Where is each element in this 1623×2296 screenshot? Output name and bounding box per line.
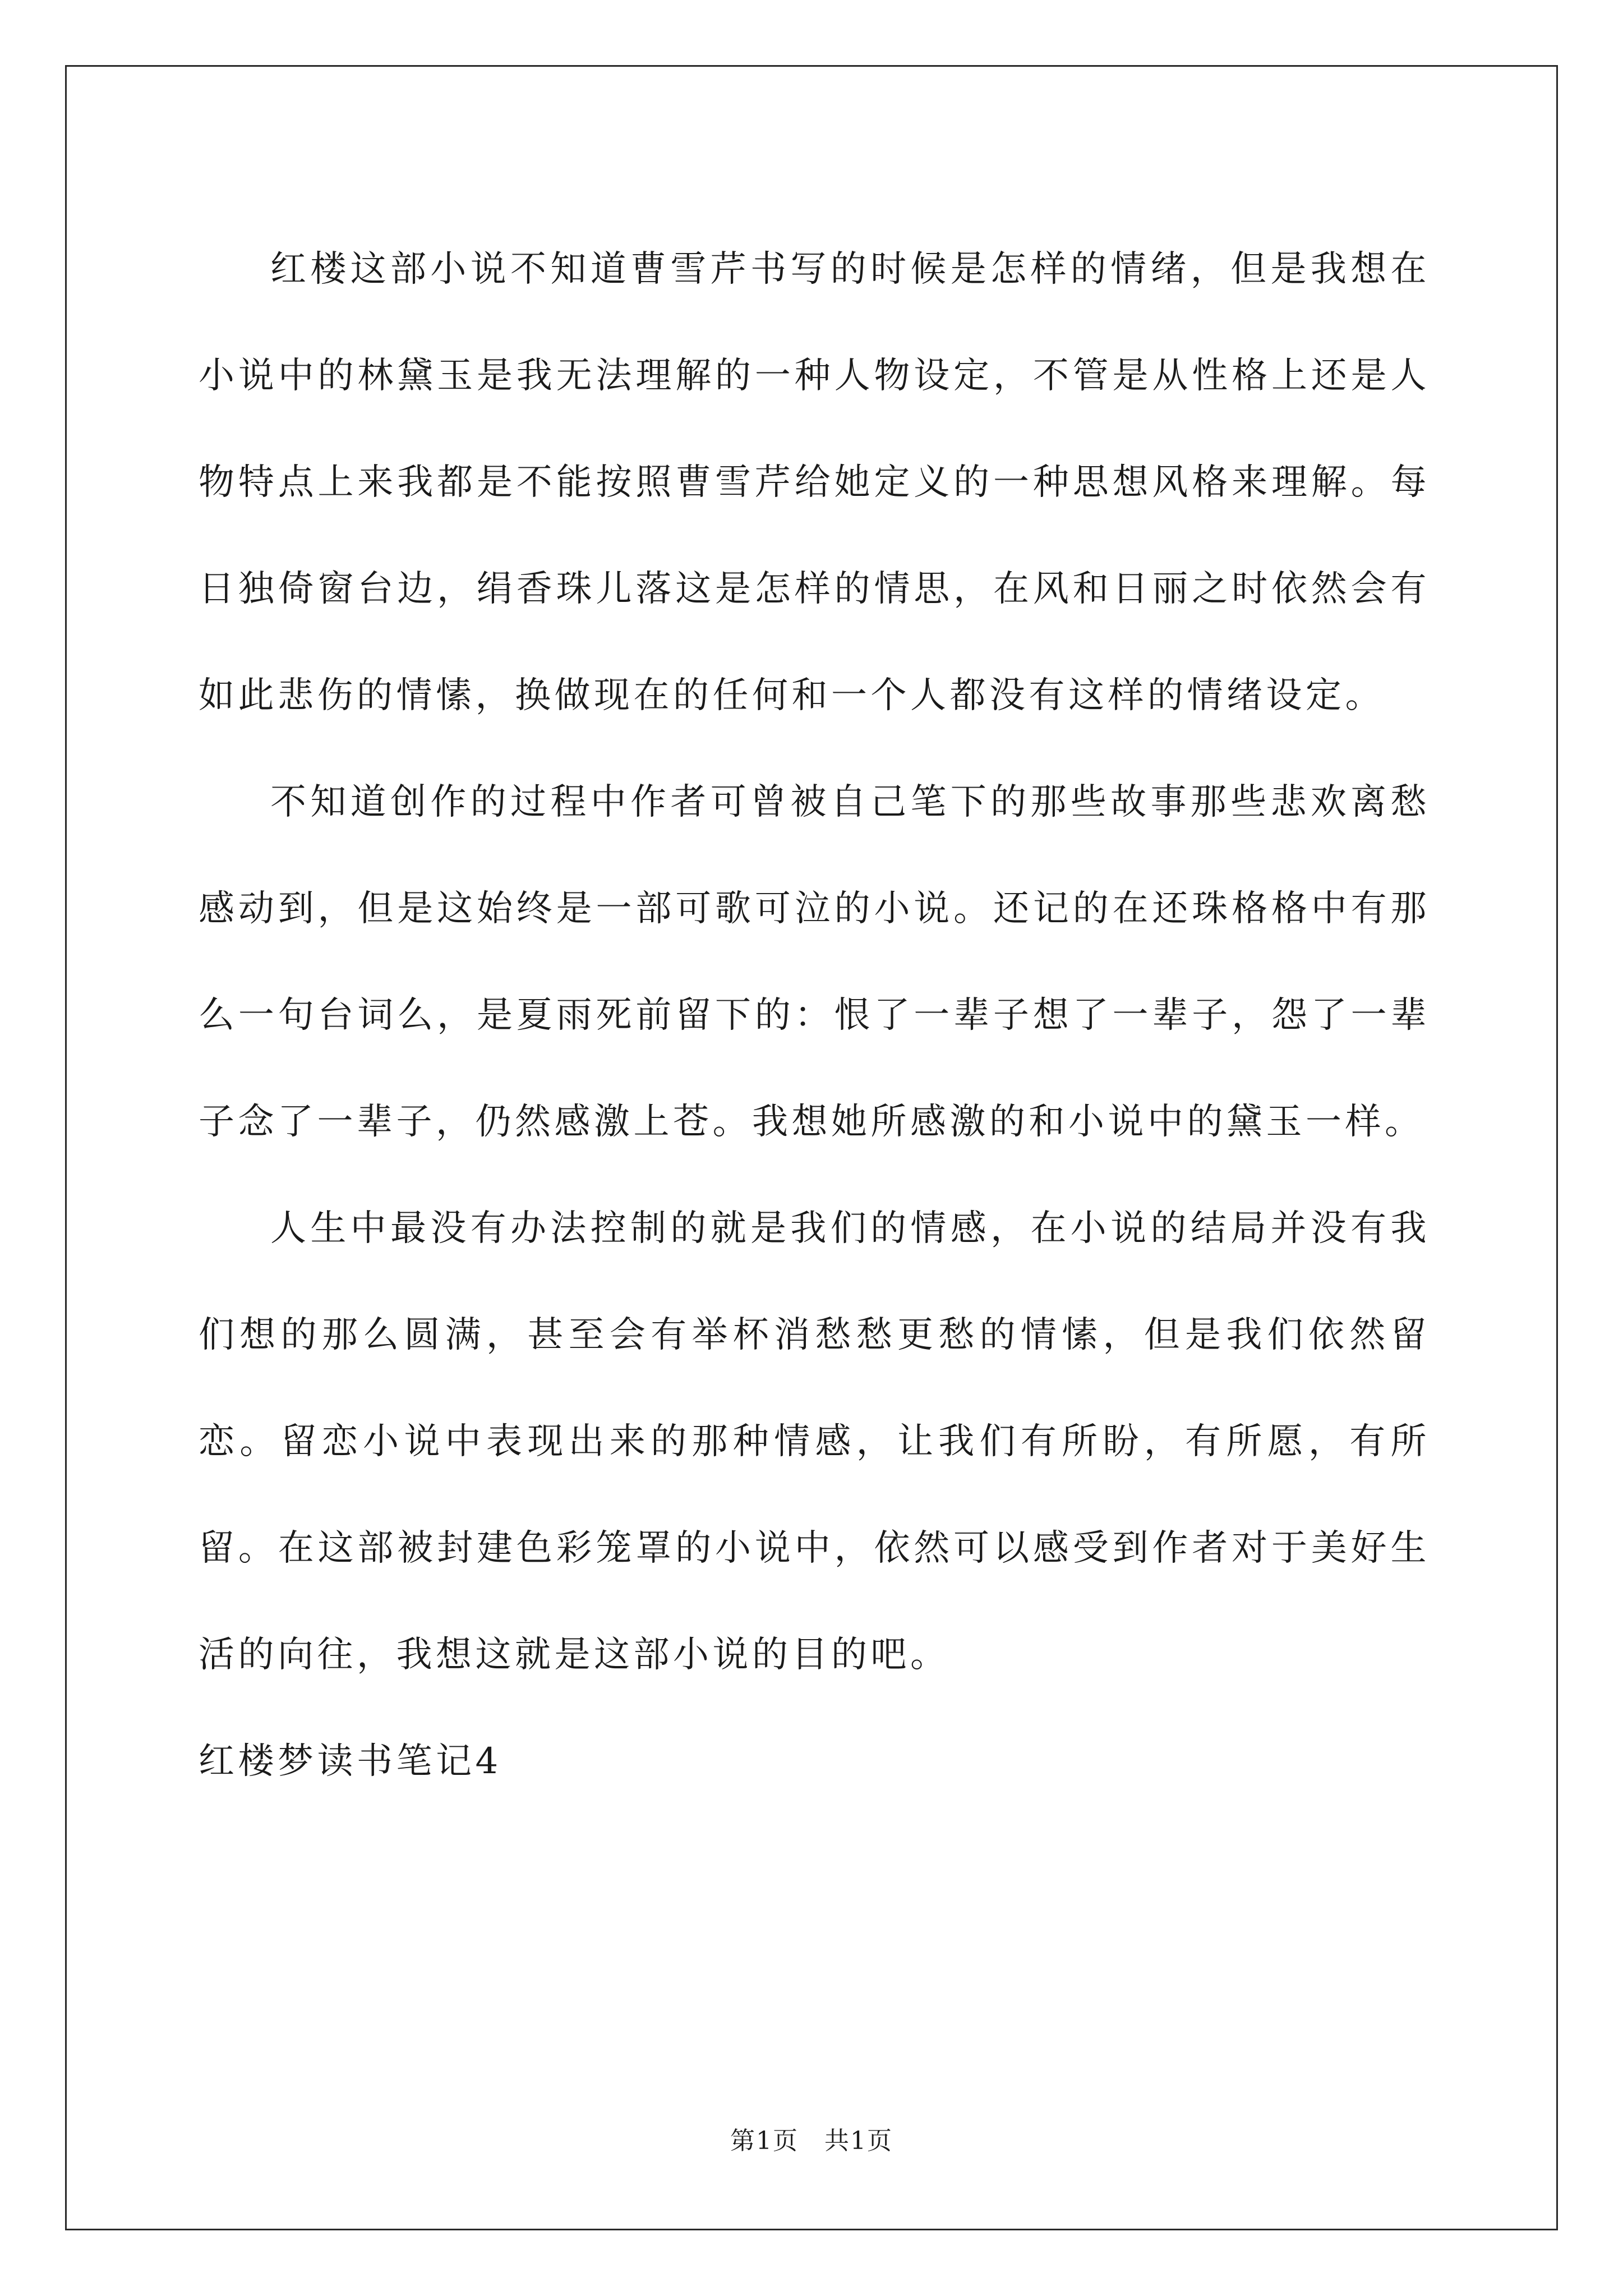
page-footer: 第1页 共1页 xyxy=(730,2127,893,2155)
section-heading: 红楼梦读书笔记4 xyxy=(199,1741,502,1782)
document-body xyxy=(199,216,1430,1815)
paragraph-1: 红楼这部小说不知道曹雪芹书写的时候是怎样的情绪，但是我想在小说中的林黛玉是我无法理解的一种人物设定，不管是从性格上还是人物特点上来我都是不能按照曹雪芹给她定义的一种思想风格来理解。每日独倚窗台边，绢香珠儿落这是怎样的情思，在风和日丽之时依然会有如此悲伤的情愫，换做现在的任何和一个人都没有这样的情绪设定。 xyxy=(199,249,1430,716)
paragraph-2: 不知道创作的过程中作者可曾被自己笔下的那些故事那些悲欢离愁感动到，但是这始终是一部可歌可泣的小说。还记的在还珠格格中有那么一句台词么，是夏雨死前留下的：恨了一辈子想了一辈子，怨了一辈子念了一辈子，仍然感激上苍。我想她所感激的和小说中的黛玉一样。 xyxy=(199,781,1430,1143)
paragraph-3: 人生中最没有办法控制的就是我们的情感，在小说的结局并没有我们想的那么圆满，甚至会有举杯消愁愁更愁的情愫，但是我们依然留恋。留恋小说中表现出来的那种情感，让我们有所盼，有所愿，有所留。在这部被封建色彩笼罩的小说中，依然可以感受到作者对于美好生活的向往，我想这就是这部小说的目的吧。 xyxy=(199,1208,1430,1676)
